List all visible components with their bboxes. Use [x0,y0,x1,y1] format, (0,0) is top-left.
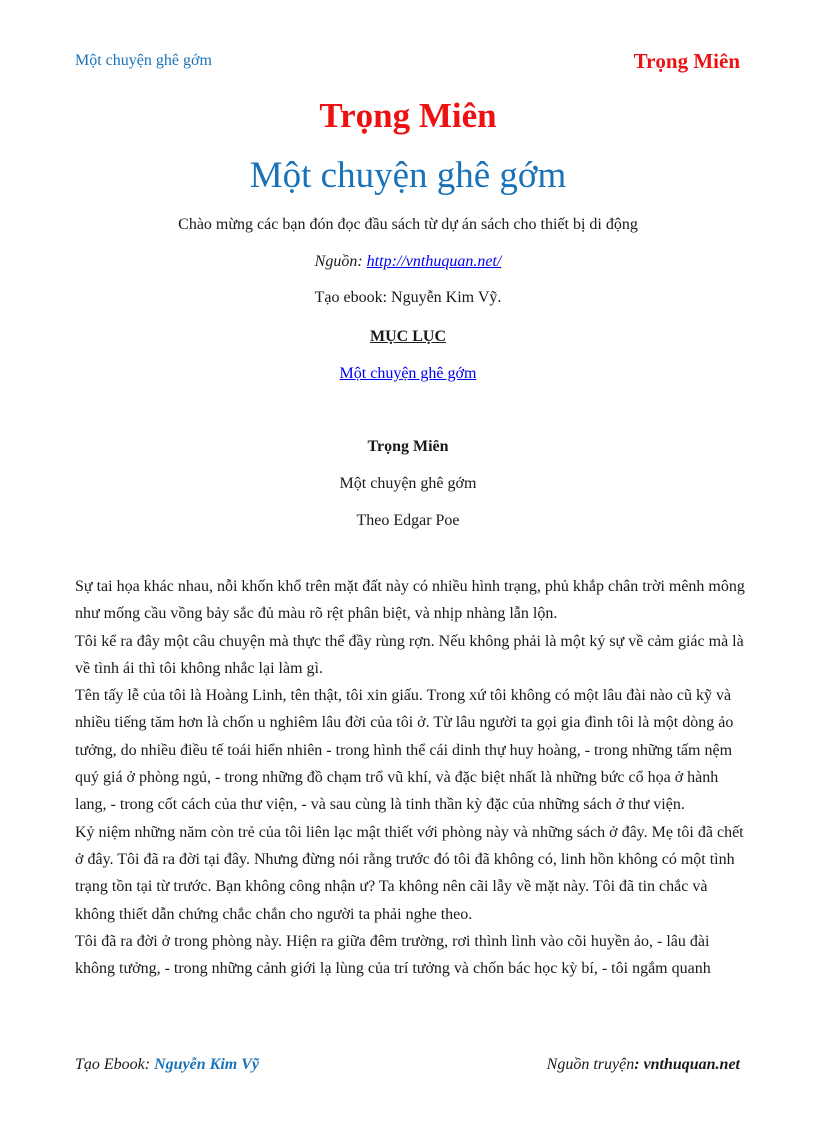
section-title: Một chuyện ghê gớm [339,475,477,492]
paragraph: Tên tấy lễ của tôi là Hoàng Linh, tên thật, tôi xin giấu. Trong xứ tôi không có một lâu đài nào cũ kỹ và nhiều tiếng tăm hơn là chốn u nghiêm lâu đời của tôi ở. Từ lâu người ta gọi gia đình tôi là một dòng ảo tưởng, do nhiều điều tế toái hiển nhiên - trong hình thể cái dinh thự huy hoàng, - trong những tấm nệm quý giá ở phòng ngủ, - trong những đồ chạm trổ vũ khí, và đặc biệt nhất là những bức cổ họa ở hành lang, - trong cốt cách của thư viện, - và sau cùng là tinh thần kỳ đặc của những sách ở thư viện. [75,687,734,814]
footer-ebook-credit [75,1056,259,1074]
toc-heading [0,328,816,346]
section-author: Trọng Miên [367,438,449,455]
section-subtitle: Theo Edgar Poe [356,512,460,529]
footer-ebook-label: Tạo Ebook [75,1056,145,1073]
paragraph: Tôi đã ra đời ở trong phòng này. Hiện ra giữa đêm trường, rơi thình lình vào cõi huyền ảo, - lâu đài không tưởng, - trong những cảnh giới lạ lùng của trí tưởng và chốn bác học kỳ bí, - tôi ngắm quanh [75,932,711,978]
footer-source-credit [547,1056,740,1074]
running-header-author: Trọng Miên [633,49,740,73]
footer-source-site: vnthuquan.net [643,1056,740,1073]
welcome-text: Chào mừng các bạn đón đọc đầu sách từ dự án sách cho thiết bị di động [178,216,638,233]
story-body [75,573,751,982]
paragraph: Kỷ niệm những năm còn trẻ của tôi liên lạc mật thiết với phòng này và những sách ở đây. Mẹ tôi đã chết ở đây. Tôi đã ra đời tại đây. Nhưng đừng nói rằng trước đó tôi đã không có, linh hồn không có một tình trạng tồn tại từ trước. Bạn không công nhận ư? Ta không nên cãi lẫy về mặt này. Tôi đã tin chắc và không thiết dẫn chứng chắc chắn cho người ta phải nghe theo. [75,823,744,923]
source-line [0,253,816,271]
source-label: Nguồn: [314,253,367,270]
ebook-maker: Tạo ebook: Nguyễn Kim Vỹ. [314,289,502,306]
footer-source-label: Nguồn truyện [546,1056,635,1073]
toc-item-link[interactable]: Một chuyện ghê gớm [339,365,477,382]
document-title: Một chuyện ghê gớm [249,155,567,196]
paragraph: Tôi kể ra đây một câu chuyện mà thực thể đầy rùng rợn. Nếu không phải là một ký sự về cảm giác mà là về tình ái thì tôi không nhắc lại làm gì. [75,632,744,677]
footer-ebook-name: Nguyễn Kim Vỹ [154,1056,259,1073]
footer-source-sep: : [634,1056,644,1073]
running-header-title: Một chuyện ghê gớm [75,52,212,69]
source-link[interactable]: http://vnthuquan.net/ [366,253,502,270]
document-author: Trọng Miên [319,96,497,135]
paragraph: Sự tai họa khác nhau, nỗi khốn khổ trên mặt đất này có nhiều hình trạng, phủ khắp chân trời mênh mông như mống cầu vồng bảy sắc đủ màu rõ rệt phân biệt, và nhịp nhàng lẫn lộn. [75,578,745,623]
toc-heading-text: MỤC LỤC [370,328,446,345]
footer-ebook-sep: : [144,1056,155,1073]
